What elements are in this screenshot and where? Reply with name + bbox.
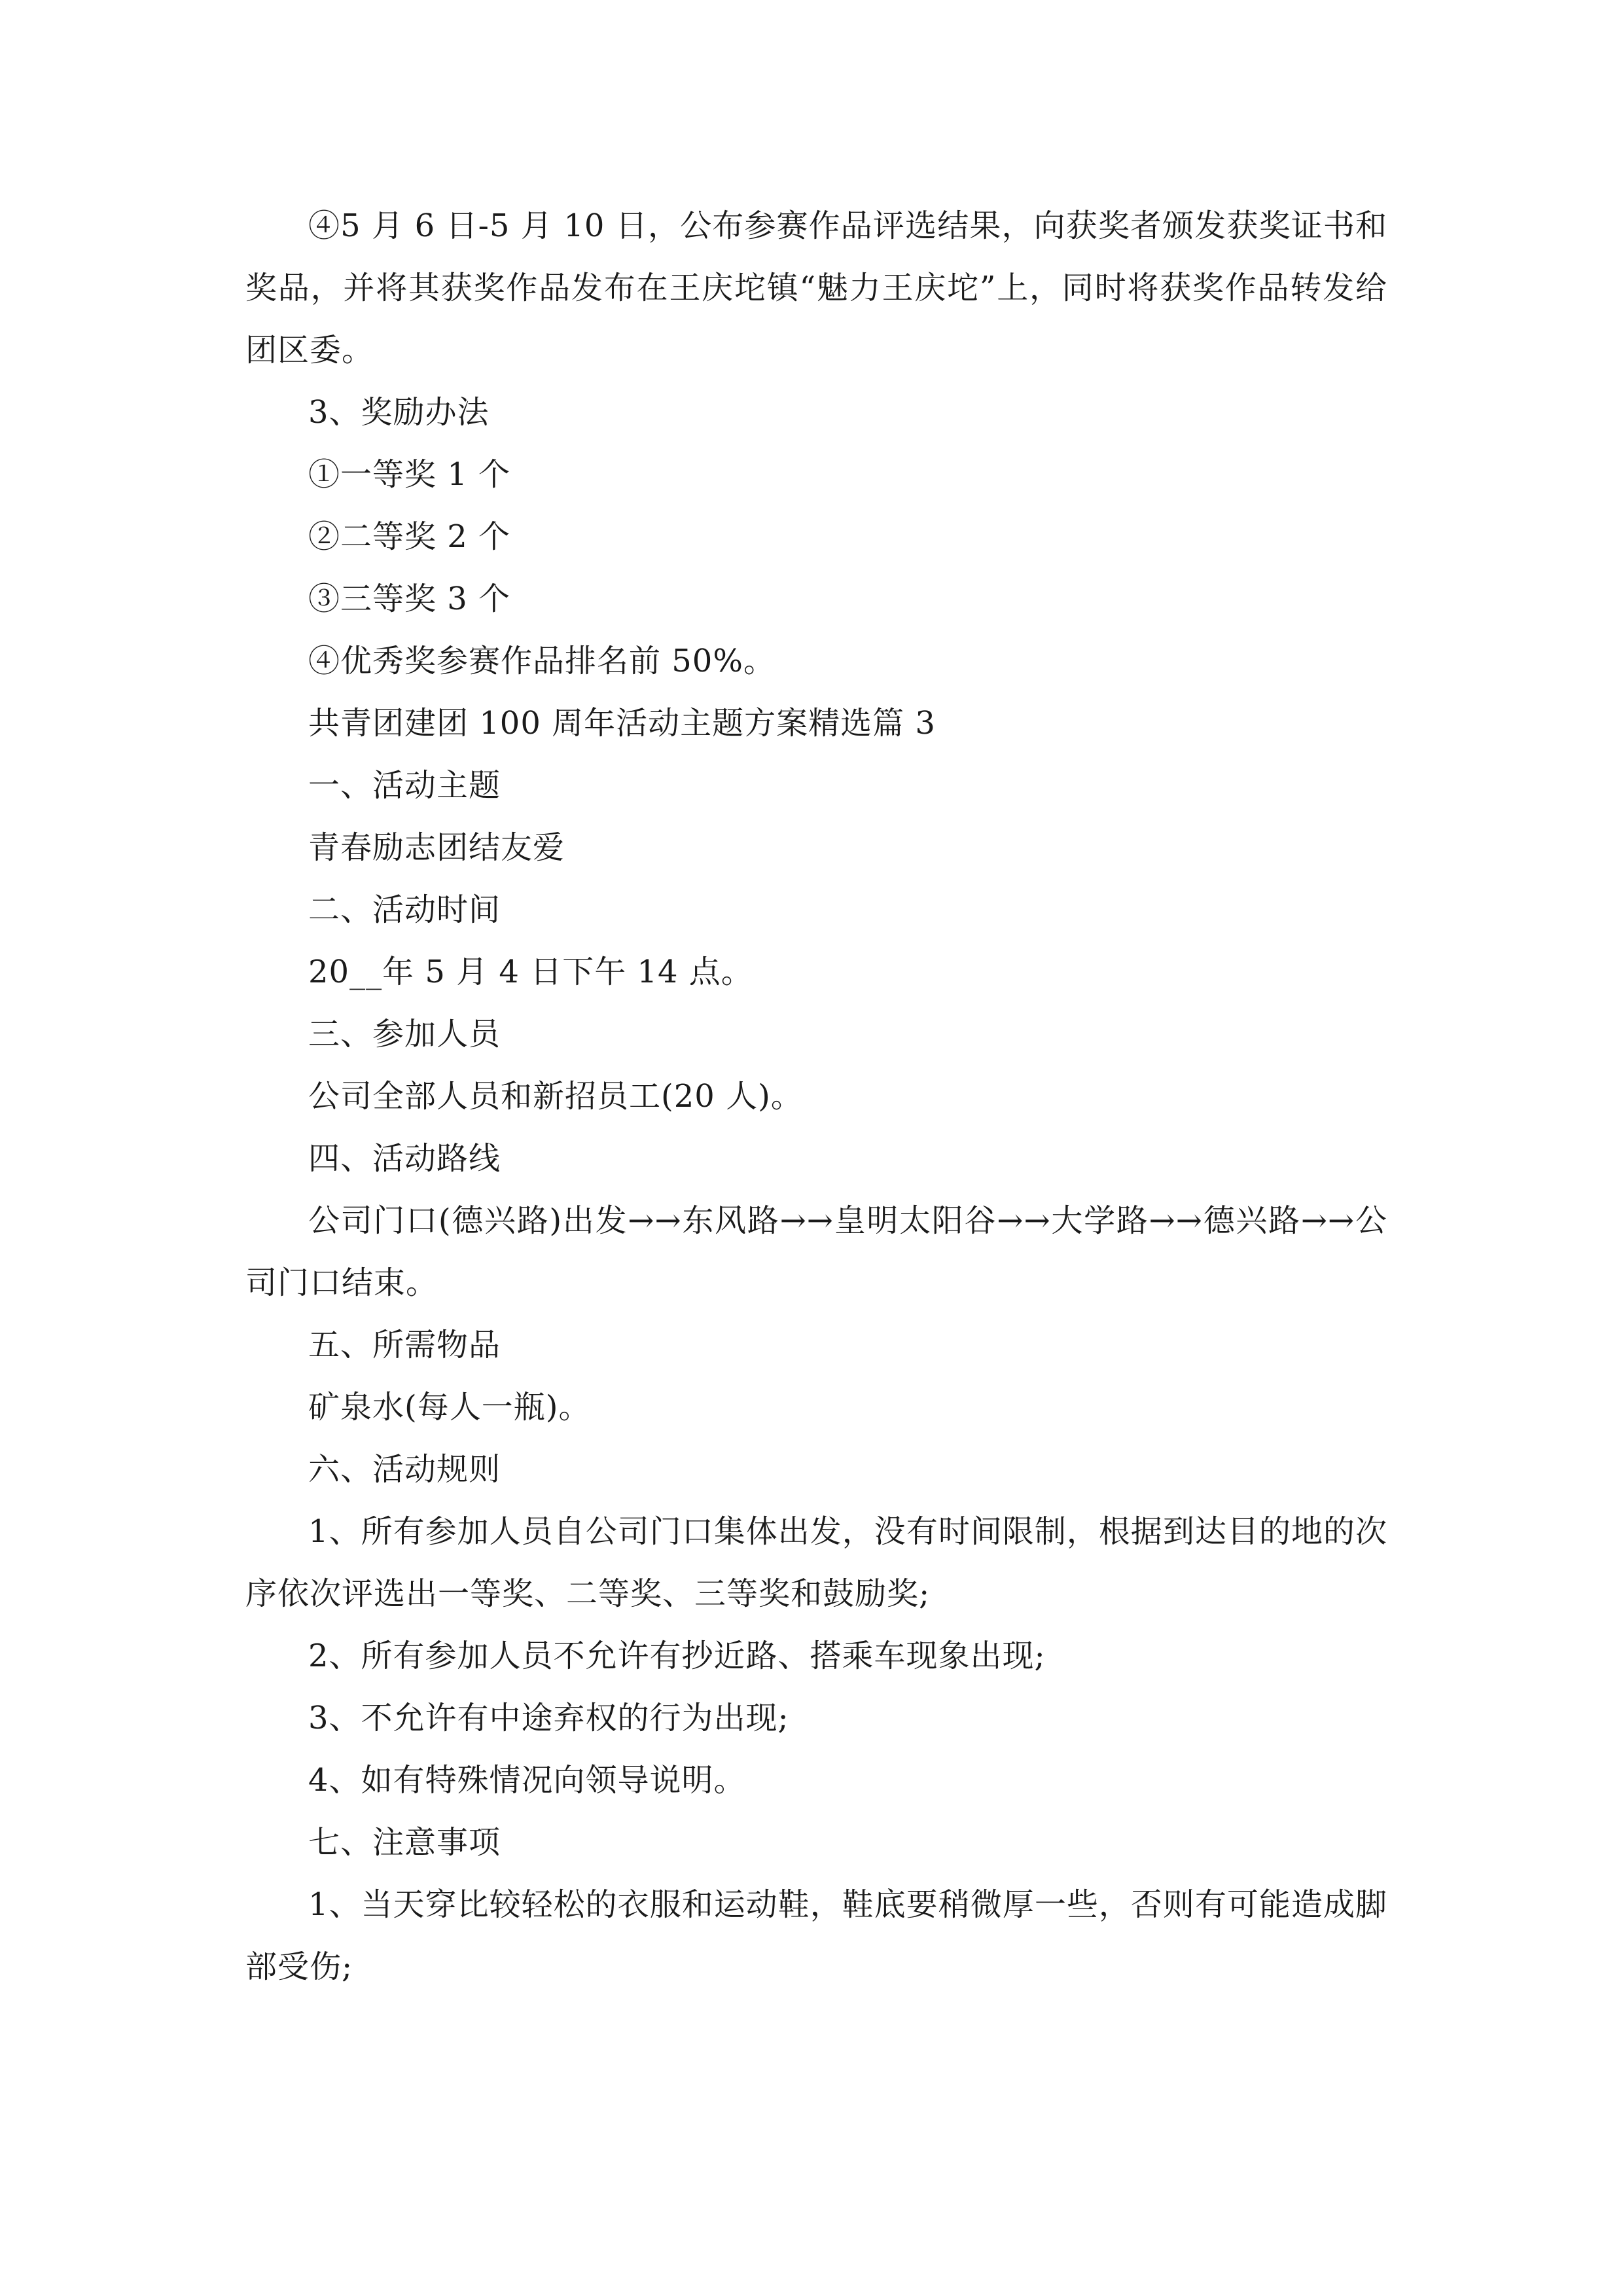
- paragraph-section-title: 共青团建团 100 周年活动主题方案精选篇 3: [308, 705, 936, 742]
- paragraph-participants-heading: 三、参加人员: [308, 1016, 501, 1052]
- paragraph-time: 20__年 5 月 4 日下午 14 点。: [308, 954, 753, 990]
- paragraph-note-1: 1、当天穿比较轻松的衣服和运动鞋，鞋底要稍微厚一些，否则有可能造成脚部受伤;: [245, 1886, 1387, 1985]
- paragraph-excellence-prize: ④优秀奖参赛作品排名前 50%。: [308, 643, 776, 679]
- paragraph-rule-1: 1、所有参加人员自公司门口集体出发，没有时间限制，根据到达目的地的次序依次评选出一等奖、二等奖、三等奖和鼓励奖;: [245, 1513, 1387, 1612]
- paragraph-participants: 公司全部人员和新招员工(20 人)。: [308, 1078, 803, 1115]
- paragraph-route-heading: 四、活动路线: [308, 1140, 501, 1177]
- paragraph-notes-heading: 七、注意事项: [308, 1824, 501, 1861]
- paragraph-rule-3: 3、不允许有中途弃权的行为出现;: [308, 1700, 789, 1736]
- paragraph-rule-4: 4、如有特殊情况向领导说明。: [308, 1762, 746, 1799]
- paragraph-award-announcement: ④5 月 6 日-5 月 10 日，公布参赛作品评选结果，向获奖者颁发获奖证书和奖品，并将其获奖作品发布在王庆坨镇“魅力王庆坨”上，同时将获奖作品转发给团区委。: [245, 207, 1387, 368]
- document-body: [245, 195, 1387, 1998]
- paragraph-third-prize: ③三等奖 3 个: [308, 581, 511, 617]
- paragraph-award-method-heading: 3、奖励办法: [308, 394, 490, 431]
- paragraph-first-prize: ①一等奖 1 个: [308, 456, 511, 493]
- paragraph-theme: 青春励志团结友爱: [308, 829, 565, 866]
- paragraph-rules-heading: 六、活动规则: [308, 1451, 501, 1488]
- paragraph-second-prize: ②二等奖 2 个: [308, 518, 511, 555]
- paragraph-time-heading: 二、活动时间: [308, 891, 501, 928]
- paragraph-supplies: 矿泉水(每人一瓶)。: [308, 1389, 591, 1426]
- paragraph-theme-heading: 一、活动主题: [308, 767, 501, 804]
- paragraph-route: 公司门口(德兴路)出发→→东风路→→皇明太阳谷→→大学路→→德兴路→→公司门口结束。: [245, 1202, 1387, 1301]
- paragraph-rule-2: 2、所有参加人员不允许有抄近路、搭乘车现象出现;: [308, 1638, 1046, 1674]
- paragraph-supplies-heading: 五、所需物品: [308, 1327, 501, 1363]
